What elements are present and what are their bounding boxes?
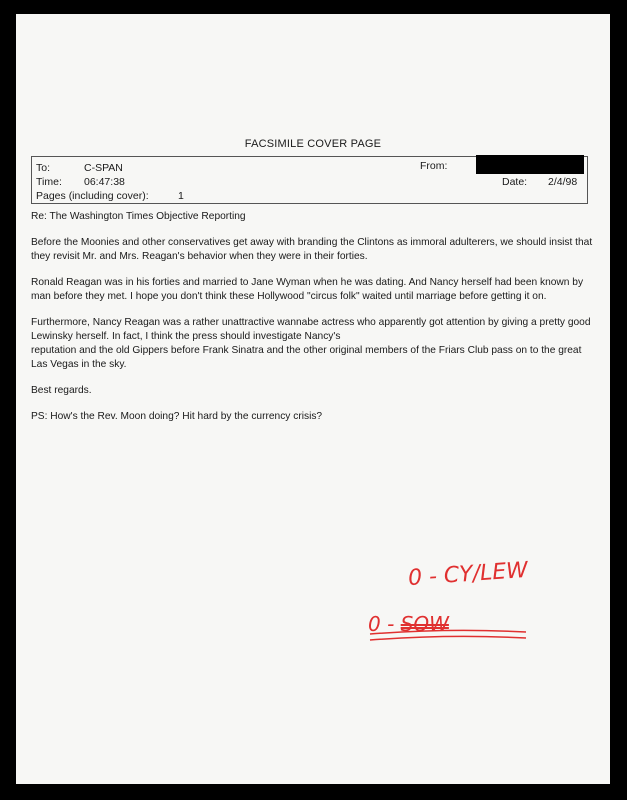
date-label: Date:	[502, 176, 528, 188]
strike-through-lines	[368, 620, 528, 644]
time-label: Time:	[36, 176, 62, 188]
handwritten-routing-note: 0 - CY/LEW	[407, 557, 529, 592]
pages-label: Pages (including cover):	[36, 190, 149, 202]
struck-note-prefix: 0 -	[368, 612, 395, 636]
to-label: To:	[36, 162, 51, 174]
time-value: 06:47:38	[84, 176, 125, 188]
struck-note-text: SOW	[400, 612, 449, 636]
page-title: FACSIMILE COVER PAGE	[244, 138, 382, 150]
to-value: C-SPAN	[84, 162, 123, 174]
paragraph: reputation and the old Gippers before Frank Sinatra and the other original members of the Friars Club pass on to the great Las Vegas in the sky.	[31, 345, 582, 370]
re-line: Re: The Washington Times Objective Reporting	[31, 211, 246, 222]
date-value: 2/4/98	[548, 176, 578, 188]
letter-body	[31, 210, 596, 436]
paragraph: Ronald Reagan was in his forties and married to Jane Wyman when he was dating. And Nancy herself had been known by man before they met. I hope you don't think these Hollywood "circus folk" waited until marriage before getting it on.	[31, 277, 584, 302]
fax-page	[16, 14, 610, 784]
paragraph: Furthermore, Nancy Reagan was a rather unattractive wannabe actress who apparently got attention by giving a pretty good Lewinsky herself. In fact, I think the press should investigate Nancy's	[31, 317, 591, 342]
from-label: From:	[420, 160, 448, 172]
closing: Best regards.	[31, 385, 92, 396]
pages-value: 1	[178, 190, 184, 202]
paragraph: Before the Moonies and other conservatives get away with branding the Clintons as immoral adulterers, we should insist that they revisit Mr. and Mrs. Reagan's behavior when they were in their forties.	[31, 237, 593, 262]
redaction-bar	[476, 155, 584, 174]
postscript: PS: How's the Rev. Moon doing? Hit hard by the currency crisis?	[31, 411, 323, 422]
